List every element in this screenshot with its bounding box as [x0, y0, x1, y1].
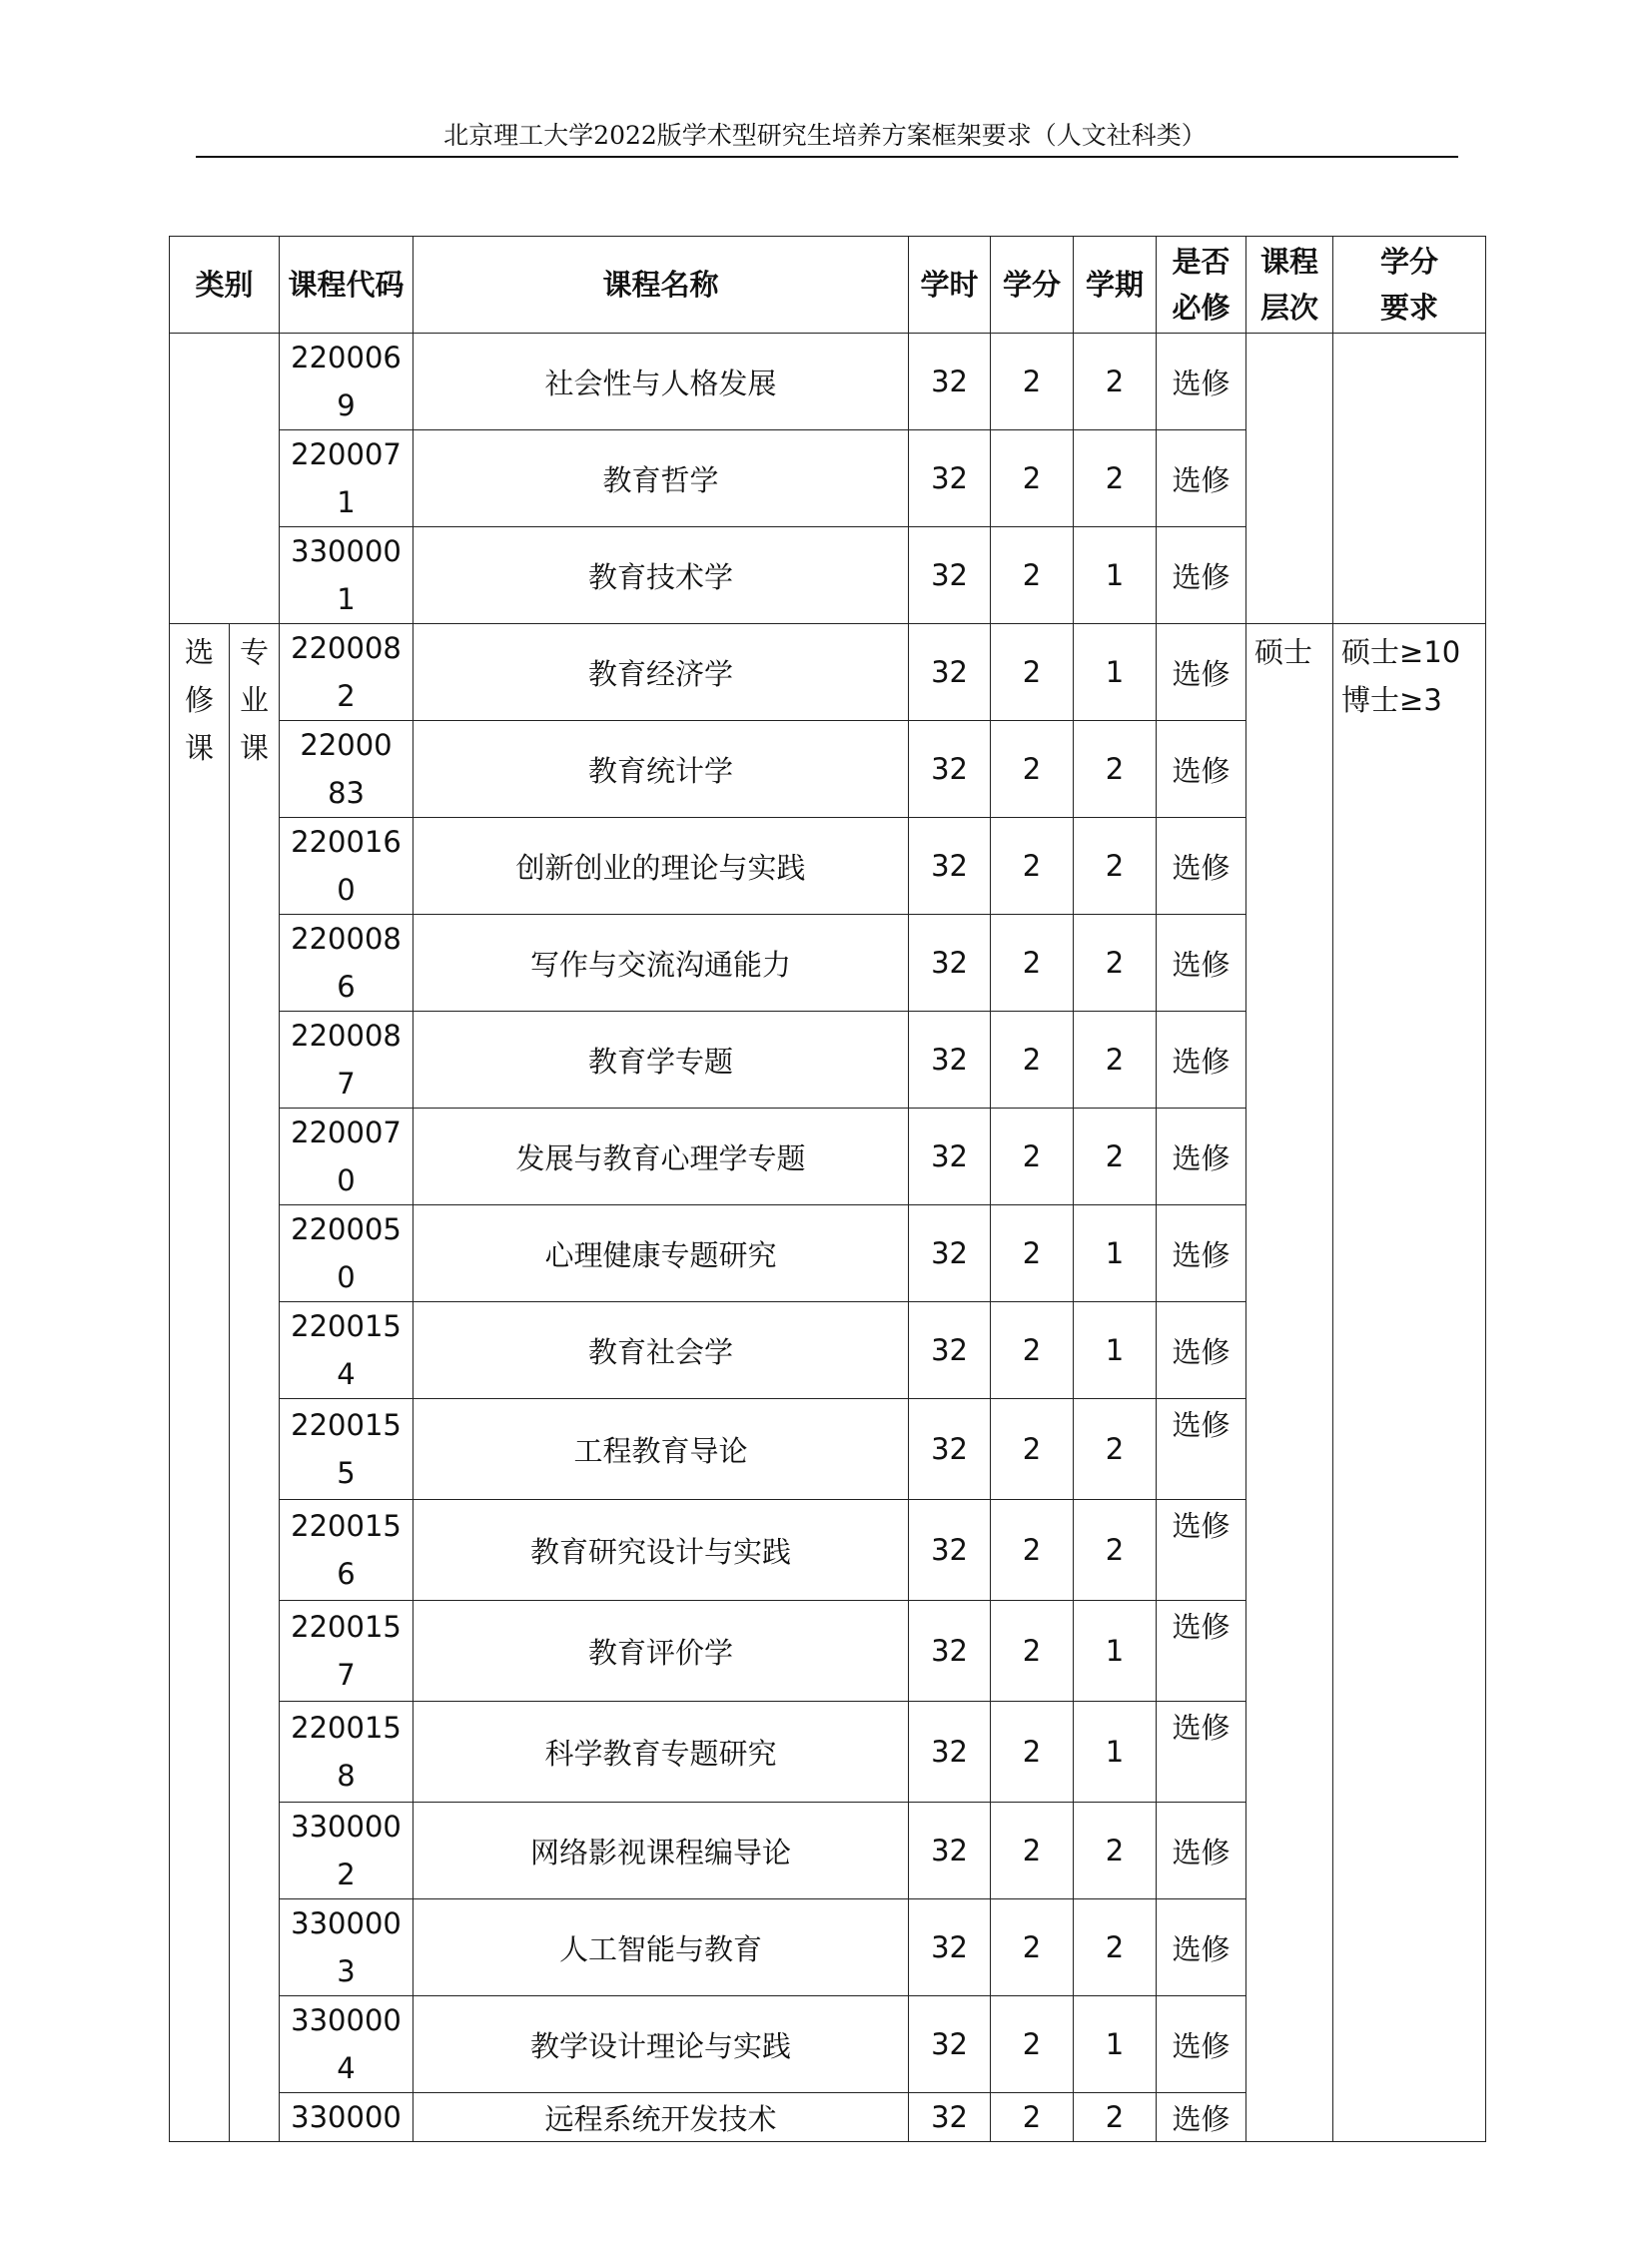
course-required: 选修	[1157, 1500, 1246, 1601]
course-name: 教育研究设计与实践	[413, 1500, 909, 1601]
course-semester: 2	[1074, 1399, 1157, 1500]
course-code	[280, 1012, 413, 1109]
course-hours: 32	[909, 624, 991, 721]
course-hours: 32	[909, 527, 991, 624]
course-code	[280, 624, 413, 721]
course-required: 选修	[1157, 1996, 1246, 2093]
category-main-char: 修	[184, 683, 214, 717]
course-code	[280, 1702, 413, 1803]
course-hours: 32	[909, 2093, 991, 2142]
course-credits: 2	[991, 430, 1074, 527]
course-code-line1: 220007	[291, 437, 402, 471]
table-row	[170, 334, 1486, 430]
course-required: 选修	[1157, 1702, 1246, 1803]
course-hours: 32	[909, 915, 991, 1012]
course-required: 选修	[1157, 915, 1246, 1012]
course-code-line2: 1	[337, 485, 356, 519]
course-code-line2: 8	[337, 1759, 356, 1793]
course-semester: 2	[1074, 1899, 1157, 1996]
course-credits: 2	[991, 527, 1074, 624]
course-code-line1: 220016	[291, 825, 402, 859]
credit-requirement-cell	[1333, 624, 1486, 2142]
course-credits: 2	[991, 1302, 1074, 1399]
col-header-level-line2: 层次	[1260, 291, 1319, 325]
course-required: 选修	[1157, 1803, 1246, 1899]
course-name: 远程系统开发技术	[413, 2093, 909, 2142]
col-header-credit-req-line2: 要求	[1380, 291, 1439, 325]
category-sub-cell	[230, 624, 280, 2142]
page-header: 北京理工大学2022版学术型研究生培养方案框架要求（人文社科类）	[443, 121, 1207, 150]
course-required: 选修	[1157, 334, 1246, 430]
course-required: 选修	[1157, 1205, 1246, 1302]
course-hours: 32	[909, 1996, 991, 2093]
course-name: 教育学专题	[413, 1012, 909, 1109]
course-required: 选修	[1157, 2093, 1246, 2142]
course-code-line2: 0	[337, 1260, 356, 1294]
course-code-line2: 0	[337, 1163, 356, 1197]
course-semester: 2	[1074, 721, 1157, 818]
course-code-line2: 0	[337, 873, 356, 907]
category-cell-empty	[170, 334, 280, 624]
course-semester: 1	[1074, 527, 1157, 624]
course-name: 发展与教育心理学专题	[413, 1109, 909, 1205]
course-required: 选修	[1157, 1012, 1246, 1109]
course-name: 教育统计学	[413, 721, 909, 818]
course-code	[280, 2093, 413, 2142]
course-code-line1: 220015	[291, 1711, 402, 1745]
course-name: 人工智能与教育	[413, 1899, 909, 1996]
course-required: 选修	[1157, 721, 1246, 818]
course-code-line1: 220005	[291, 1212, 402, 1246]
course-hours: 32	[909, 1109, 991, 1205]
col-header-level-line1: 课程	[1260, 245, 1319, 279]
course-name: 心理健康专题研究	[413, 1205, 909, 1302]
course-hours: 32	[909, 818, 991, 915]
course-name: 教育经济学	[413, 624, 909, 721]
course-code	[280, 1302, 413, 1399]
course-semester: 2	[1074, 1109, 1157, 1205]
course-code-line1: 220015	[291, 1309, 402, 1343]
course-code	[280, 1399, 413, 1500]
course-credits: 2	[991, 1205, 1074, 1302]
course-required: 选修	[1157, 624, 1246, 721]
course-code-line2: 5	[337, 1456, 356, 1490]
category-main-char: 选	[184, 635, 214, 669]
course-required: 选修	[1157, 1899, 1246, 1996]
course-code	[280, 430, 413, 527]
course-name: 教学设计理论与实践	[413, 1996, 909, 2093]
course-semester: 2	[1074, 1500, 1157, 1601]
course-semester: 2	[1074, 1803, 1157, 1899]
course-code-line2: 4	[337, 1357, 356, 1391]
course-code-line2: 7	[337, 1658, 356, 1692]
course-code-line2: 4	[337, 2051, 356, 2085]
course-code-line2: 7	[337, 1067, 356, 1101]
course-credits: 2	[991, 624, 1074, 721]
course-code	[280, 1109, 413, 1205]
course-name: 写作与交流沟通能力	[413, 915, 909, 1012]
course-name: 社会性与人格发展	[413, 334, 909, 430]
course-hours: 32	[909, 1803, 991, 1899]
course-credits: 2	[991, 915, 1074, 1012]
course-code	[280, 1601, 413, 1702]
course-hours: 32	[909, 1601, 991, 1702]
course-name: 教育评价学	[413, 1601, 909, 1702]
category-sub-char: 专	[240, 635, 270, 669]
course-code-line2: 2	[337, 679, 356, 713]
course-name: 工程教育导论	[413, 1399, 909, 1500]
course-code-line1: 220015	[291, 1610, 402, 1644]
course-code-line2: 9	[337, 388, 356, 422]
table-header-row	[170, 237, 1486, 334]
course-semester: 2	[1074, 915, 1157, 1012]
col-header-semester: 学期	[1074, 237, 1157, 334]
course-code	[280, 721, 413, 818]
course-code-line2: 1	[337, 582, 356, 616]
col-header-required-line1: 是否	[1172, 245, 1231, 279]
col-header-credits: 学分	[991, 237, 1074, 334]
course-code-line1: 220006	[291, 341, 402, 374]
col-header-level	[1246, 237, 1333, 334]
course-semester: 2	[1074, 334, 1157, 430]
course-code-line1: 330000	[291, 1906, 402, 1940]
course-code-line2: 3	[337, 1954, 356, 1988]
course-name: 科学教育专题研究	[413, 1702, 909, 1803]
course-semester: 1	[1074, 1702, 1157, 1803]
course-hours: 32	[909, 1899, 991, 1996]
course-code	[280, 1996, 413, 2093]
course-required: 选修	[1157, 1601, 1246, 1702]
course-semester: 1	[1074, 1302, 1157, 1399]
course-credits: 2	[991, 818, 1074, 915]
course-name: 教育社会学	[413, 1302, 909, 1399]
course-hours: 32	[909, 1399, 991, 1500]
course-name: 网络影视课程编导论	[413, 1803, 909, 1899]
course-code-line1: 330000	[291, 1810, 402, 1844]
course-code	[280, 915, 413, 1012]
col-header-category: 类别	[170, 237, 280, 334]
course-code-line2: 6	[337, 1557, 356, 1591]
category-sub-char: 业	[240, 683, 270, 717]
category-sub-char: 课	[240, 731, 270, 765]
category-main-cell	[170, 624, 230, 2142]
course-credits: 2	[991, 1803, 1074, 1899]
course-semester: 2	[1074, 1012, 1157, 1109]
header-rule	[196, 156, 1458, 158]
credit-requirement-master: 硕士≥10	[1341, 635, 1461, 669]
course-name: 教育哲学	[413, 430, 909, 527]
course-semester: 1	[1074, 624, 1157, 721]
course-code-line1: 220007	[291, 1116, 402, 1149]
course-credits: 2	[991, 1500, 1074, 1601]
course-name: 创新创业的理论与实践	[413, 818, 909, 915]
credit-req-cell-empty	[1333, 334, 1486, 624]
course-hours: 32	[909, 334, 991, 430]
course-name: 教育技术学	[413, 527, 909, 624]
course-code-line2: 6	[337, 970, 356, 1004]
table-row	[170, 624, 1486, 721]
course-credits: 2	[991, 334, 1074, 430]
col-header-code: 课程代码	[280, 237, 413, 334]
course-credits: 2	[991, 1109, 1074, 1205]
course-code-line1: 22000	[300, 728, 393, 762]
course-code-line1: 330000	[291, 2100, 402, 2134]
course-credits: 2	[991, 721, 1074, 818]
category-main-char: 课	[184, 731, 214, 765]
course-code-line1: 220015	[291, 1408, 402, 1442]
course-semester: 1	[1074, 1996, 1157, 2093]
course-required: 选修	[1157, 430, 1246, 527]
course-code-line1: 220008	[291, 922, 402, 956]
col-header-required-line2: 必修	[1172, 291, 1231, 325]
course-hours: 32	[909, 1012, 991, 1109]
course-required: 选修	[1157, 1399, 1246, 1500]
course-semester: 1	[1074, 1205, 1157, 1302]
col-header-name: 课程名称	[413, 237, 909, 334]
course-code-line1: 220008	[291, 631, 402, 665]
course-level: 硕士	[1246, 624, 1333, 2142]
course-hours: 32	[909, 1702, 991, 1803]
course-semester: 2	[1074, 2093, 1157, 2142]
course-hours: 32	[909, 1500, 991, 1601]
course-code-line2: 83	[328, 776, 365, 810]
col-header-credit-req	[1333, 237, 1486, 334]
course-hours: 32	[909, 1302, 991, 1399]
course-credits: 2	[991, 1012, 1074, 1109]
col-header-credit-req-line1: 学分	[1380, 245, 1439, 279]
course-credits: 2	[991, 1399, 1074, 1500]
course-code	[280, 1803, 413, 1899]
col-header-hours: 学时	[909, 237, 991, 334]
course-code-line1: 220008	[291, 1019, 402, 1053]
course-hours: 32	[909, 430, 991, 527]
course-code-line1: 330000	[291, 534, 402, 568]
col-header-required	[1157, 237, 1246, 334]
course-code	[280, 1500, 413, 1601]
course-code-line1: 330000	[291, 2003, 402, 2037]
course-code	[280, 818, 413, 915]
course-credits: 2	[991, 1996, 1074, 2093]
credit-requirement-phd: 博士≥3	[1341, 683, 1442, 717]
course-code	[280, 334, 413, 430]
course-code-line1: 220015	[291, 1509, 402, 1543]
course-code-line2: 2	[337, 1858, 356, 1891]
course-code	[280, 527, 413, 624]
course-hours: 32	[909, 721, 991, 818]
course-required: 选修	[1157, 1302, 1246, 1399]
course-semester: 2	[1074, 818, 1157, 915]
course-credits: 2	[991, 1899, 1074, 1996]
course-code	[280, 1205, 413, 1302]
course-required: 选修	[1157, 818, 1246, 915]
course-credits: 2	[991, 2093, 1074, 2142]
course-required: 选修	[1157, 527, 1246, 624]
course-credits: 2	[991, 1601, 1074, 1702]
course-semester: 1	[1074, 1601, 1157, 1702]
course-semester: 2	[1074, 430, 1157, 527]
course-code	[280, 1899, 413, 1996]
course-credits: 2	[991, 1702, 1074, 1803]
course-required: 选修	[1157, 1109, 1246, 1205]
course-table	[169, 236, 1486, 2142]
course-hours: 32	[909, 1205, 991, 1302]
level-cell-empty	[1246, 334, 1333, 624]
